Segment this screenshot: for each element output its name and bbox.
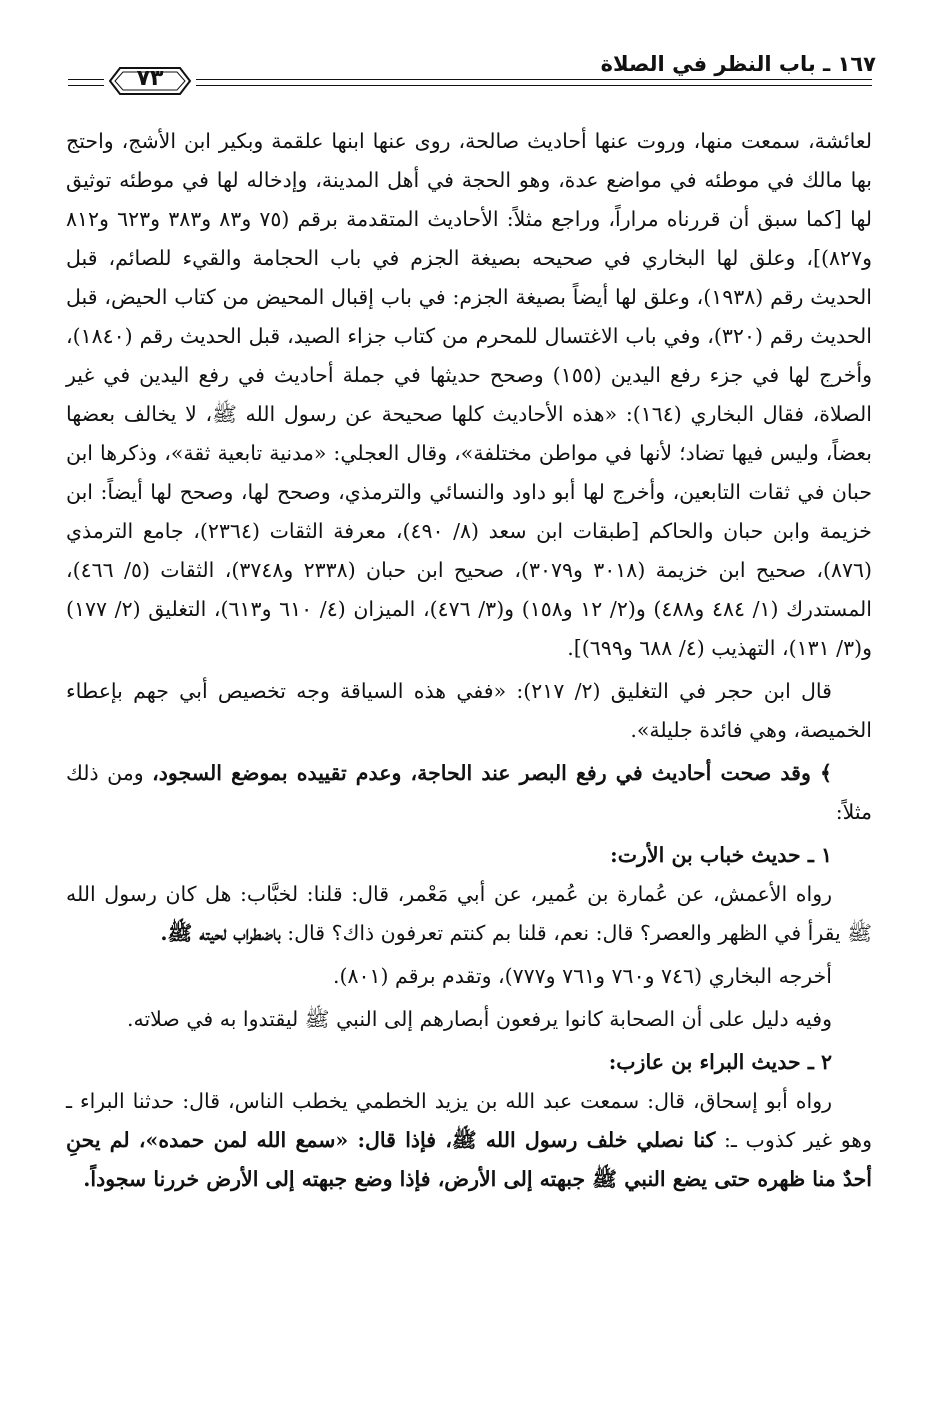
paragraph: لعائشة، سمعت منها، وروت عنها أحاديث صالحة، روى عنها ابنها علقمة وبكير ابن الأشج، واحتج بها مالك في موطئه في مواضع عدة، وهو الحجة في أهل المدينة، وإدخاله لها في موطئه توثيق لها [كما سبق أن قررناه مراراً، وراجع مثلاً: الأحاديث المتقدمة برقم (٧٥ و٨٣ و٣٨٣ و٦٢٣ و٨١٢ و٨٢٧)]، وعلق لها البخاري في صحيحه بصيغة الجزم في باب الحجامة والقيء للصائم، قبل الحديث رقم (١٩٣٨)، وعلق لها أيضاً بصيغة الجزم: في باب إقبال المحيض من كتاب الحيض، قبل الحديث رقم (٣٢٠)، وفي باب الاغتسال للمحرم من كتاب جزاء الصيد، قبل الحديث رقم (١٨٤٠)، وأخرج لها في جزء رفع اليدين (١٥٥) وصحح حديثها في جملة أحاديث في رفع اليدين في غير الصلاة، فقال البخاري (١٦٤): «هذه الأحاديث كلها صحيحة عن رسول الله ﷺ، لا يخالف بعضها بعضاً، وليس فيها تضاد؛ لأنها في مواطن مختلفة»، وقال العجلي: «مدنية تابعية ثقة»، وذكرها ابن حبان في ثقات التابعين، وأخرج لها أبو داود والنسائي والترمذي، وصحح لها، وصحح لها أيضاً: ابن خزيمة وابن حبان والحاكم [طبقات ابن سعد (٨/ ٤٩٠)، معرفة الثقات (٢٣٦٤)، جامع الترمذي (٨٧٦)، صحيح ابن خزيمة (٣٠١٨ و٣٠٧٩)، صحيح ابن حبان (٢٣٣٨ و٣٧٤٨)، الثقات (٥/ ٤٦٦)، المستدرك (١/ ٤٨٤ و٤٨٨) و(٢/ ١٢ و١٥٨) و(٣/ ٤٧٦)، الميزان (٤/ ٦١٠ و٦١٣)، التغليق (٢/ ١٧٧) و(٣/ ١٣١)، التهذيب (٤/ ٦٨٨ و٦٩٩)]. bbox=[66, 129, 873, 660]
paragraph: قال ابن حجر في التغليق (٢/ ٢١٧): «ففي هذه السياقة وجه تخصيص أبي جهم بإعطاء الخميصة، وهي فائدة جليلة». bbox=[66, 679, 872, 742]
paragraph: وفيه دليل على أن الصحابة كانوا يرفعون أبصارهم إلى النبي ﷺ ليقتدوا به في صلاته. bbox=[126, 1007, 832, 1031]
paragraph bbox=[66, 1082, 872, 1199]
page-number-frame bbox=[106, 64, 194, 98]
bold-statement: ﴾ وقد صحت أحاديث في رفع البصر عند الحاجة، وعدم تقييده بموضع السجود، bbox=[152, 761, 832, 785]
body-text bbox=[66, 122, 872, 1199]
paragraph bbox=[66, 875, 872, 953]
running-title: ١٦٧ ـ باب النظر في الصلاة bbox=[600, 52, 876, 76]
header-rule-right bbox=[196, 79, 872, 86]
narration-text: رواه الأعمش، عن عُمارة بن عُمير، عن أبي مَعْمر، قال: قلنا: لخبَّاب: هل كان رسول الله ﷺ يقرأ في الظهر والعصر؟ قال: نعم، قلنا بم كنتم تعرفون ذاك؟ قال: bbox=[66, 882, 872, 945]
narration-text: رواه أبو إسحاق، قال: سمعت عبد الله بن يزيد الخطمي يخطب الناس، قال: حدثنا البراء ـ وهو غير كذوب ـ: bbox=[66, 1089, 872, 1152]
paragraph bbox=[66, 754, 872, 832]
hadith-text: باضطراب لحيته ﷺ. bbox=[160, 921, 281, 945]
page-number: ٧٣ bbox=[136, 66, 164, 91]
section-heading: ٢ ـ حديث البراء بن عازب: bbox=[608, 1050, 832, 1074]
paragraph: أخرجه البخاري (٧٤٦ و٧٦٠ و٧٦١ و٧٧٧)، وتقدم برقم (٨٠١). bbox=[332, 964, 832, 988]
hadith-text: كنا نصلي خلف رسول الله ﷺ، فإذا قال: «سمع الله لمن حمده»، لم يحنِ أحدٌ منا ظهره حتى يضع النبي ﷺ جبهته إلى الأرض، فإذا وضع جبهته إلى الأرض خررنا سجوداً. bbox=[66, 1128, 872, 1191]
statement-continuation: ومن ذلك مثلاً: bbox=[66, 761, 872, 824]
section-heading: ١ ـ حديث خباب بن الأرت: bbox=[610, 843, 832, 867]
header-rule-left bbox=[68, 79, 104, 86]
